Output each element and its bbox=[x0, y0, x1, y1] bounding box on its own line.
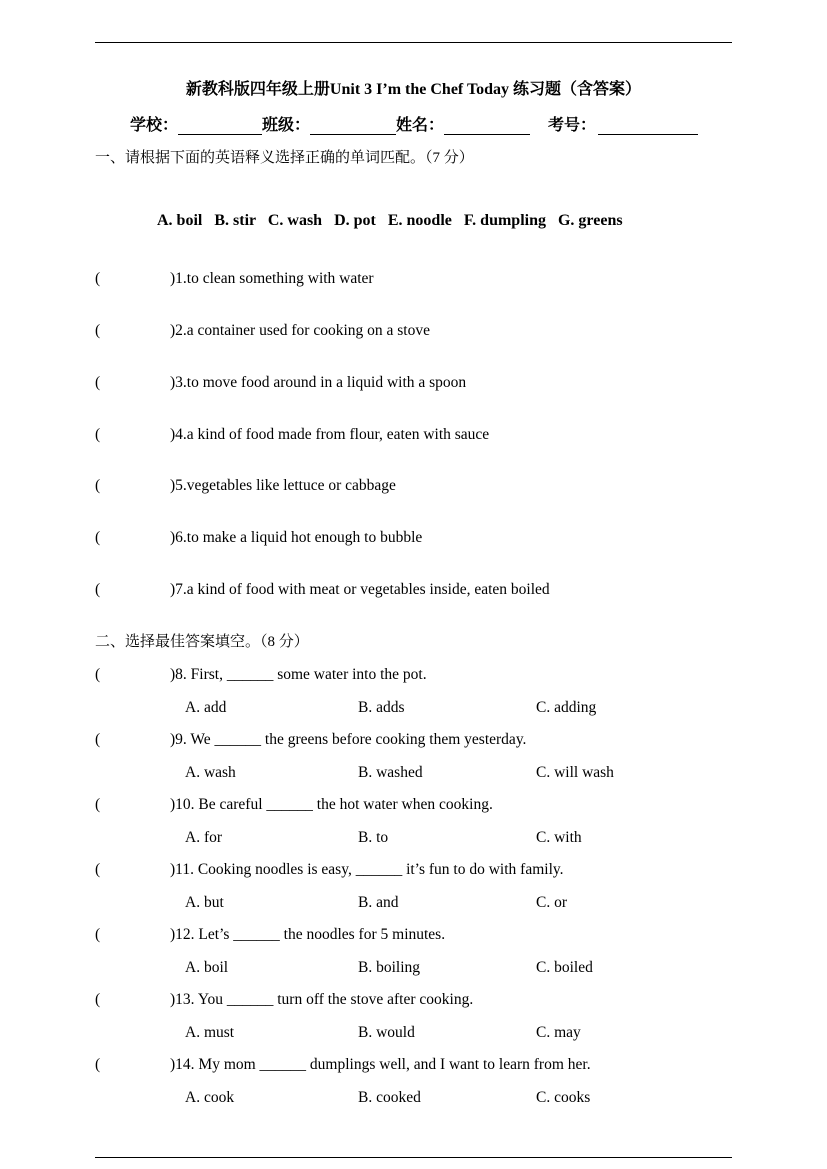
question-9 bbox=[95, 731, 526, 749]
option-b: B. washed bbox=[358, 764, 423, 781]
match-item-6 bbox=[95, 529, 422, 547]
question-12-options bbox=[185, 959, 593, 977]
answer-paren[interactable]: ( bbox=[95, 374, 101, 391]
option-a: A. must bbox=[185, 1024, 235, 1041]
answer-paren[interactable]: ( bbox=[95, 731, 101, 748]
definition-text: )4.a kind of food made from flour, eaten with sauce bbox=[170, 426, 490, 443]
word-bank: A. boil B. stir C. wash D. pot E. noodle F. dumpling G. greens bbox=[157, 212, 623, 229]
question-text: )11. Cooking noodles is easy, ______ it’s fun to do with family. bbox=[170, 861, 564, 878]
option-c: C. or bbox=[536, 894, 567, 911]
option-c: C. will wash bbox=[536, 764, 614, 781]
question-14 bbox=[95, 1056, 591, 1074]
match-item-4 bbox=[95, 426, 489, 444]
question-8 bbox=[95, 666, 427, 684]
answer-paren[interactable]: ( bbox=[95, 426, 101, 443]
option-a: A. wash bbox=[185, 764, 236, 781]
option-a: A. cook bbox=[185, 1089, 235, 1106]
match-item-7 bbox=[95, 581, 550, 599]
match-item-1 bbox=[95, 270, 374, 288]
answer-paren[interactable]: ( bbox=[95, 926, 101, 943]
answer-paren[interactable]: ( bbox=[95, 861, 101, 878]
option-b: B. to bbox=[358, 829, 389, 846]
question-text: )10. Be careful ______ the hot water when cooking. bbox=[170, 796, 493, 813]
option-b: B. adds bbox=[358, 699, 405, 716]
question-text: )8. First, ______ some water into the pot. bbox=[170, 666, 427, 683]
answer-paren[interactable]: ( bbox=[95, 991, 101, 1008]
question-11-options bbox=[185, 894, 567, 912]
page-title: 新教科版四年级上册Unit 3 I’m the Chef Today 练习题（含答案） bbox=[185, 81, 642, 98]
definition-text: )7.a kind of food with meat or vegetables inside, eaten boiled bbox=[170, 581, 550, 598]
answer-paren[interactable]: ( bbox=[95, 1056, 101, 1073]
option-c: C. with bbox=[536, 829, 582, 846]
definition-text: )3.to move food around in a liquid with a spoon bbox=[170, 374, 467, 391]
question-10 bbox=[95, 796, 493, 814]
definition-text: )6.to make a liquid hot enough to bubble bbox=[170, 529, 423, 546]
name-blank[interactable] bbox=[444, 118, 530, 135]
top-divider bbox=[95, 42, 732, 43]
student-info-line bbox=[130, 112, 698, 135]
section-1-heading: 一、请根据下面的英语释义选择正确的单词匹配。（7 分） bbox=[95, 150, 474, 166]
question-text: )14. My mom ______ dumplings well, and I want to learn from her. bbox=[170, 1056, 591, 1073]
answer-paren[interactable]: ( bbox=[95, 477, 101, 494]
school-blank[interactable] bbox=[178, 118, 262, 135]
answer-paren[interactable]: ( bbox=[95, 270, 101, 287]
exam-no-label: 考号： bbox=[548, 117, 597, 134]
question-8-options bbox=[185, 699, 596, 717]
definition-text: )1.to clean something with water bbox=[170, 270, 374, 287]
option-b: B. cooked bbox=[358, 1089, 421, 1106]
option-a: A. but bbox=[185, 894, 224, 911]
option-b: B. would bbox=[358, 1024, 415, 1041]
answer-paren[interactable]: ( bbox=[95, 581, 101, 598]
option-c: C. cooks bbox=[536, 1089, 591, 1106]
question-13 bbox=[95, 991, 473, 1009]
option-a: A. for bbox=[185, 829, 223, 846]
bottom-divider bbox=[95, 1157, 732, 1158]
class-blank[interactable] bbox=[310, 118, 396, 135]
question-11 bbox=[95, 861, 564, 879]
option-c: C. boiled bbox=[536, 959, 593, 976]
question-12 bbox=[95, 926, 445, 944]
name-label: 姓名： bbox=[396, 117, 445, 134]
question-text: )12. Let’s ______ the noodles for 5 minutes. bbox=[170, 926, 446, 943]
definition-text: )5.vegetables like lettuce or cabbage bbox=[170, 477, 396, 494]
question-14-options bbox=[185, 1089, 590, 1107]
question-10-options bbox=[185, 829, 582, 847]
question-13-options bbox=[185, 1024, 581, 1042]
definition-text: )2.a container used for cooking on a stove bbox=[170, 322, 430, 339]
answer-paren[interactable]: ( bbox=[95, 322, 101, 339]
answer-paren[interactable]: ( bbox=[95, 796, 101, 813]
option-a: A. boil bbox=[185, 959, 229, 976]
match-item-2 bbox=[95, 322, 430, 340]
match-item-3 bbox=[95, 374, 466, 392]
question-text: )13. You ______ turn off the stove after cooking. bbox=[170, 991, 474, 1008]
question-text: )9. We ______ the greens before cooking them yesterday. bbox=[170, 731, 527, 748]
option-c: C. may bbox=[536, 1024, 581, 1041]
section-2-heading: 二、选择最佳答案填空。（8 分） bbox=[95, 634, 309, 650]
answer-paren[interactable]: ( bbox=[95, 529, 101, 546]
option-b: B. boiling bbox=[358, 959, 421, 976]
option-c: C. adding bbox=[536, 699, 597, 716]
class-label: 班级： bbox=[262, 117, 311, 134]
answer-paren[interactable]: ( bbox=[95, 666, 101, 683]
exam-no-blank[interactable] bbox=[598, 118, 698, 135]
match-item-5 bbox=[95, 477, 396, 495]
option-a: A. add bbox=[185, 699, 227, 716]
question-9-options bbox=[185, 764, 614, 782]
option-b: B. and bbox=[358, 894, 399, 911]
school-label: 学校： bbox=[130, 117, 179, 134]
